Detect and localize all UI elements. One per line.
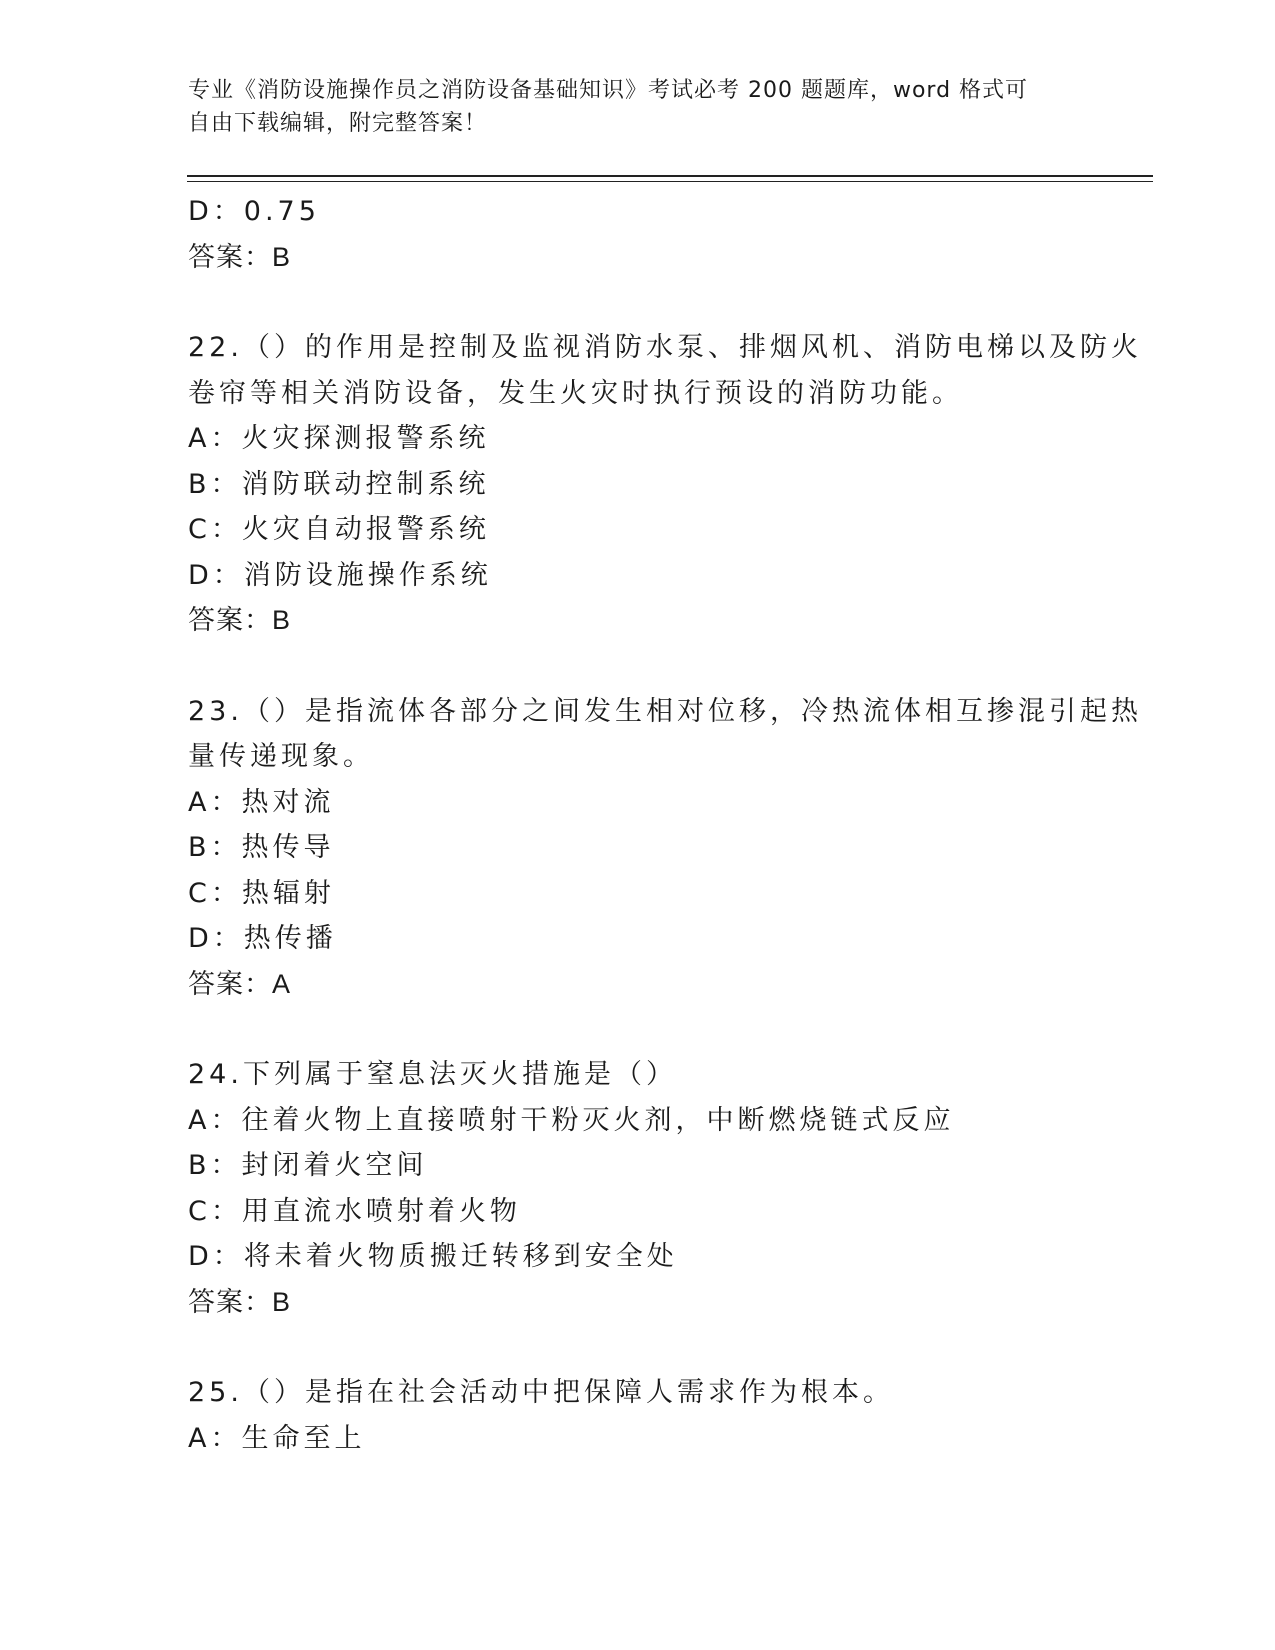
question-text-continued: 卷帘等相关消防设备，发生火灾时执行预设的消防功能。	[188, 377, 963, 409]
question-text: 25.（）是指在社会活动中把保障人需求作为根本。	[188, 1377, 894, 1408]
spacer	[188, 644, 1088, 689]
header-divider	[187, 175, 1153, 177]
option-c: C：火灾自动报警系统	[188, 514, 490, 545]
option-d: D：0.75	[188, 196, 320, 227]
option-b: B：消防联动控制系统	[188, 468, 490, 500]
spacer	[188, 1325, 1088, 1370]
option-a: A：生命至上	[188, 1422, 366, 1454]
question-list	[188, 189, 1142, 1461]
previous-question-tail	[188, 189, 1088, 280]
option-a: A：火灾探测报警系统	[188, 423, 490, 454]
document-header	[188, 74, 1088, 140]
spacer	[188, 280, 1088, 325]
question-text: 23.（）是指流体各部分之间发生相对位移，冷热流体相互掺混引起热	[188, 695, 1142, 727]
option-d: D：消防设施操作系统	[188, 559, 492, 591]
question-23	[188, 689, 1142, 1008]
answer-line: 答案：B	[188, 605, 292, 635]
option-d: D：热传播	[188, 923, 337, 954]
question-text: 24.下列属于窒息法灭火措施是（）	[188, 1059, 677, 1090]
option-d: D：将未着火物质搬迁转移到安全处	[188, 1241, 678, 1272]
option-a: A：热对流	[188, 786, 335, 818]
option-c: C：用直流水喷射着火物	[188, 1195, 521, 1227]
question-text: 22.（）的作用是控制及监视消防水泵、排烟风机、消防电梯以及防火	[188, 332, 1142, 363]
question-text-continued: 量传递现象。	[188, 741, 374, 772]
option-b: B：封闭着火空间	[188, 1150, 428, 1181]
answer-line: 答案：A	[188, 968, 292, 999]
question-22	[188, 325, 1142, 644]
header-line-1: 专业《消防设施操作员之消防设备基础知识》考试必考 200 题题库，word 格式可	[188, 78, 1029, 103]
option-b: B：热传导	[188, 832, 335, 863]
question-25	[188, 1370, 1088, 1461]
question-24	[188, 1052, 1088, 1325]
answer-line: 答案：B	[188, 1286, 292, 1317]
option-c: C：热辐射	[188, 877, 335, 909]
spacer	[188, 1007, 1088, 1052]
option-a: A：往着火物上直接喷射干粉灭火剂，中断燃烧链式反应	[188, 1104, 955, 1136]
header-divider-thin	[187, 181, 1153, 182]
answer-line: 答案：B	[188, 241, 292, 272]
header-line-2: 自由下载编辑，附完整答案！	[188, 111, 488, 136]
